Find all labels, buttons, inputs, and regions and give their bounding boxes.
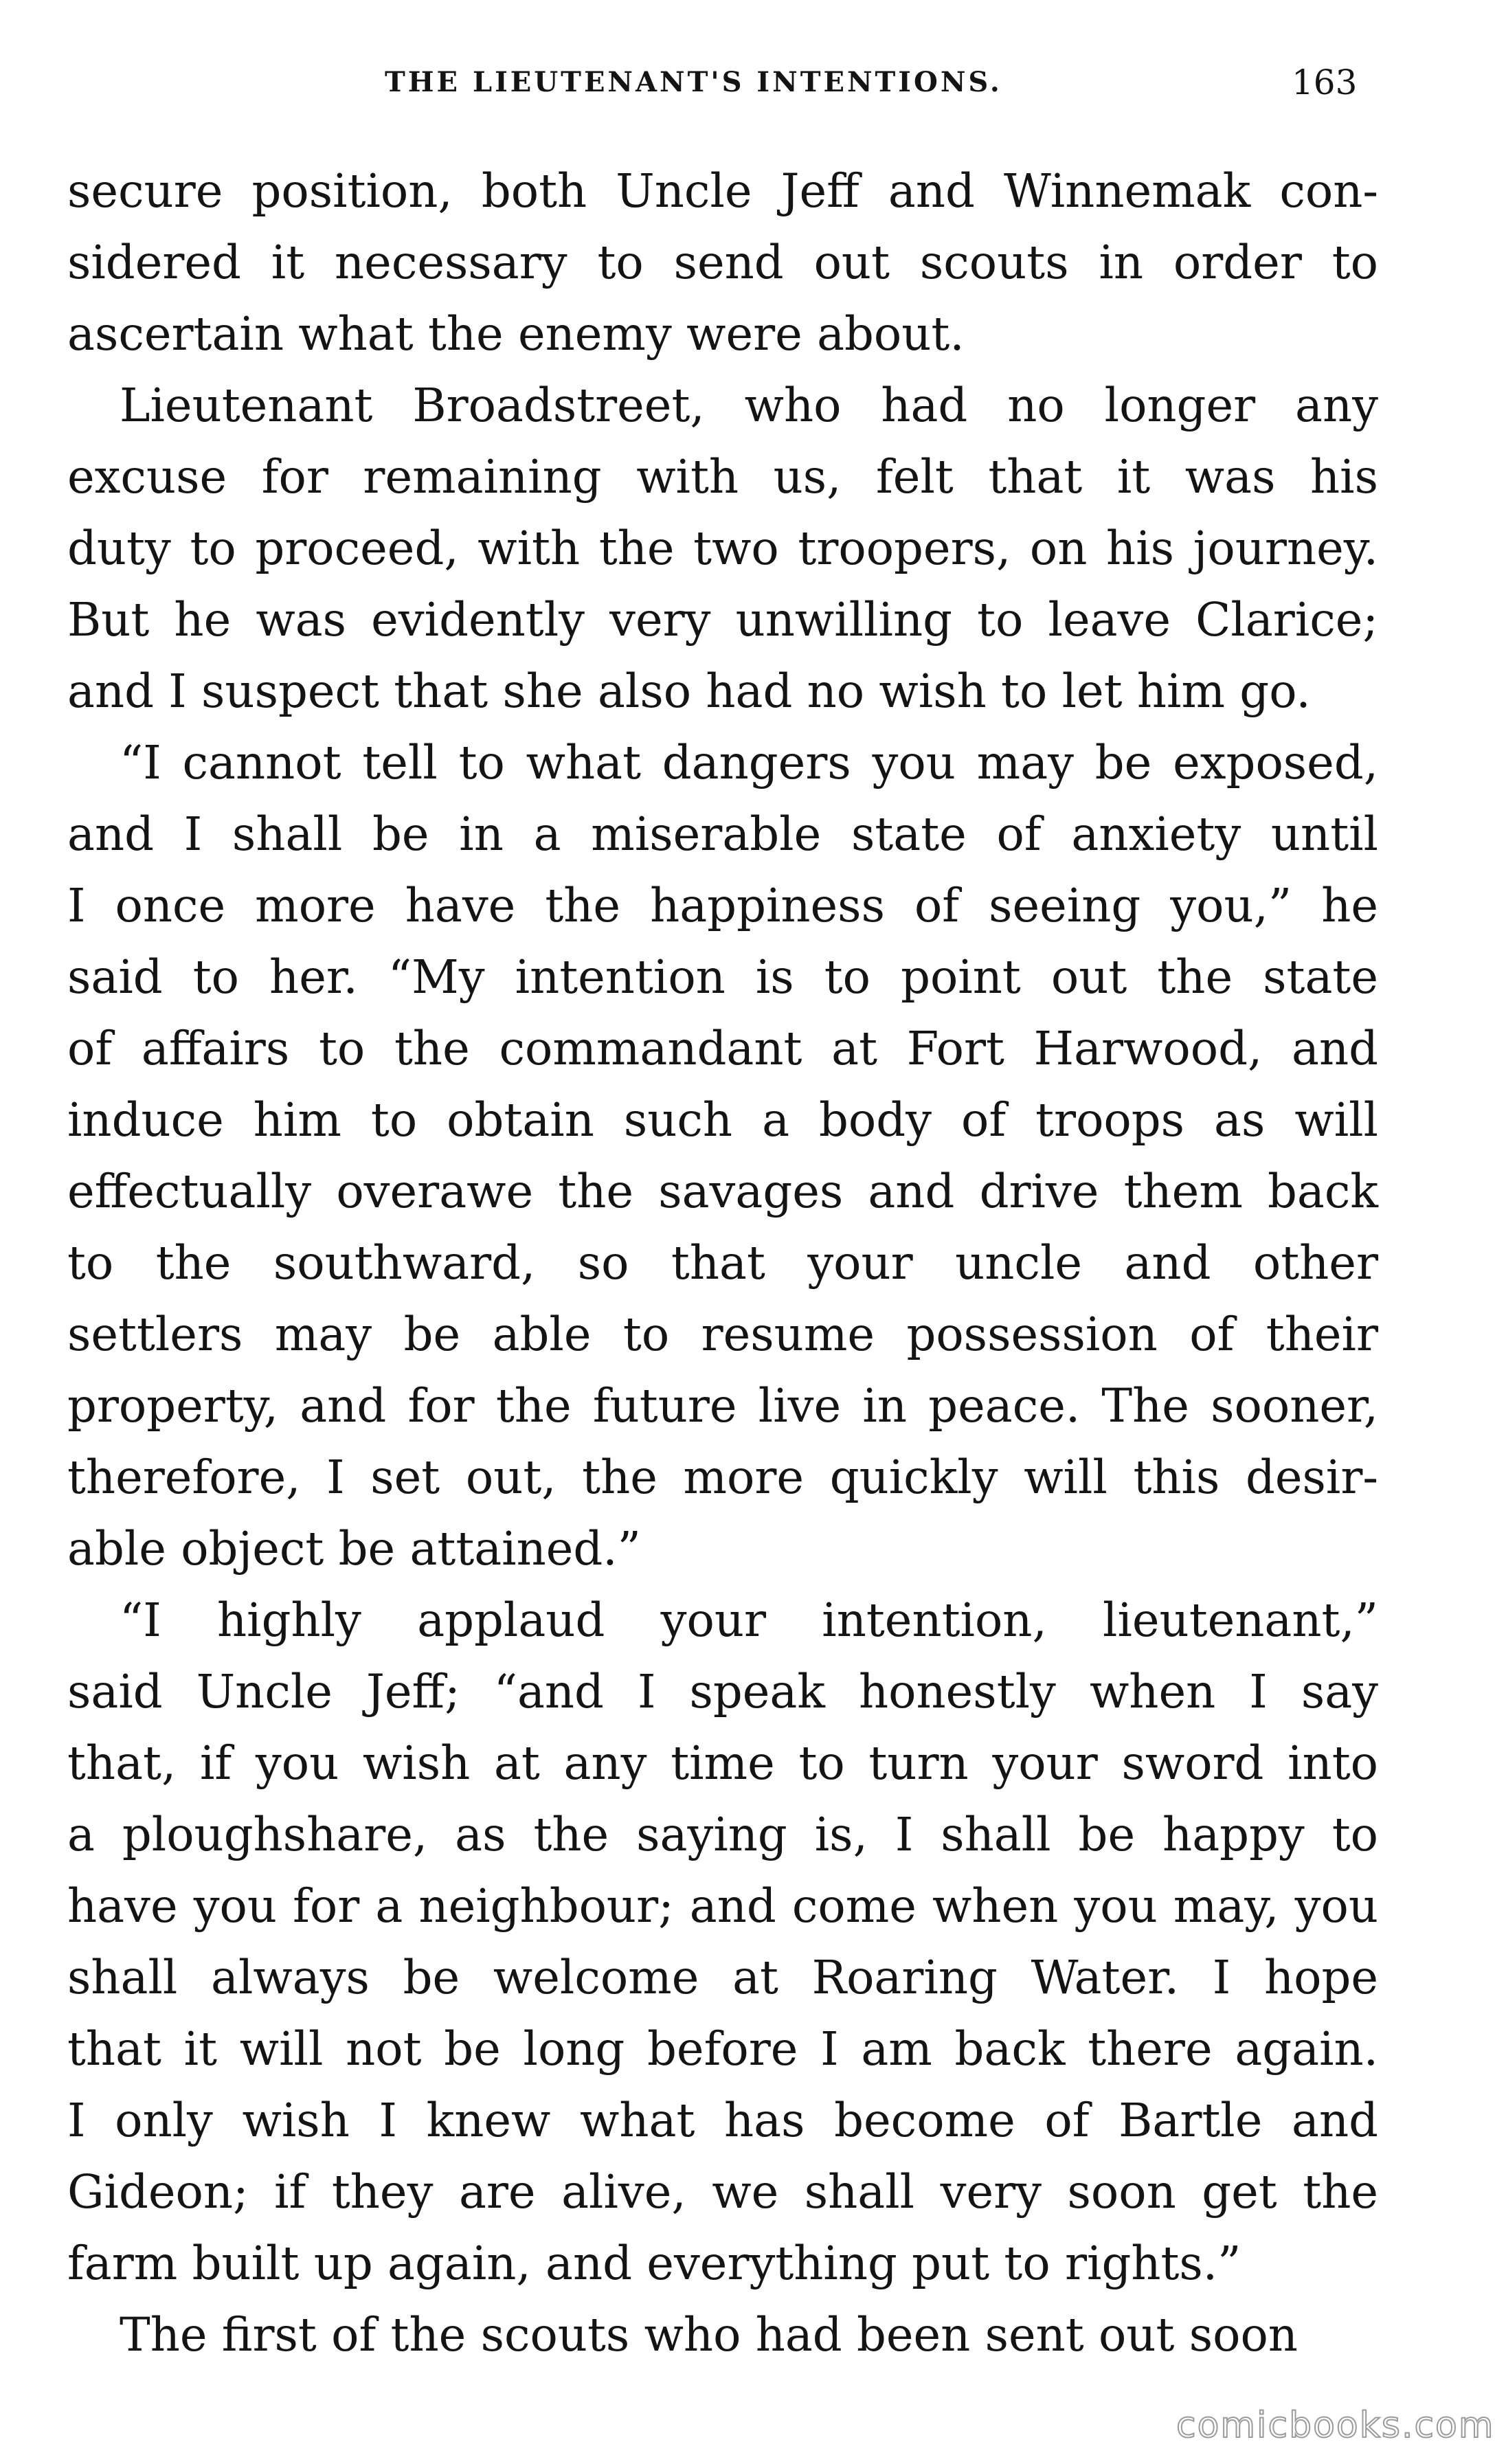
text-line: that, if you wish at any time to turn your sword into (67, 1736, 1378, 1790)
text-line: duty to proceed, with the two troopers, on his journey. (67, 522, 1378, 575)
text-line: of affairs to the commandant at Fort Harwood, and (67, 1022, 1378, 1075)
body-text (67, 155, 1378, 2371)
page-number: 163 (1292, 63, 1358, 102)
text-line: But he was evidently very unwilling to leave Clarice; (67, 593, 1378, 647)
running-title: THE LIEUTENANT'S INTENTIONS. (385, 66, 1002, 98)
text-line: effectually overawe the savages and drive them back (67, 1165, 1378, 1218)
text-line: I once more have the happiness of seeing you,” he (67, 879, 1378, 932)
text-line: to the southward, so that your uncle and other (67, 1236, 1378, 1290)
text-line: ascertain what the enemy were about. (67, 307, 965, 361)
text-line: farm built up again, and everything put to rights.” (67, 2237, 1241, 2290)
text-line: a ploughshare, as the saying is, I shall be happy to (67, 1808, 1378, 1861)
text-line: I only wish I knew what has become of Bartle and (67, 2094, 1378, 2147)
text-line: “I cannot tell to what dangers you may be exposed, (120, 736, 1378, 789)
text-line: “I highly applaud your intention, lieutenant,” (120, 1593, 1378, 1647)
text-line: and I suspect that she also had no wish to let him go. (67, 664, 1311, 718)
text-line: shall always be welcome at Roaring Water. I hope (67, 1951, 1378, 2004)
text-line: Gideon; if they are alive, we shall very soon get the (67, 2165, 1378, 2219)
text-line: induce him to obtain such a body of troops as will (67, 1093, 1378, 1147)
paragraph (67, 2299, 1378, 2371)
paragraph (67, 155, 1378, 370)
text-line: therefore, I set out, the more quickly will this desir- (67, 1451, 1378, 1504)
watermark: comicbooks.com (1176, 2405, 1495, 2446)
text-line: The first of the scouts who had been sent out soon (120, 2308, 1298, 2362)
text-line: sidered it necessary to send out scouts in order to (67, 236, 1378, 289)
paragraph (67, 370, 1378, 727)
text-line: able object be attained.” (67, 1522, 641, 1576)
paragraph (67, 727, 1378, 1584)
text-line: settlers may be able to resume possession of their (67, 1308, 1378, 1361)
text-line: property, and for the future live in peace. The sooner, (67, 1379, 1378, 1433)
paragraph (67, 1584, 1378, 2299)
text-line: Lieutenant Broadstreet, who had no longer any (120, 379, 1378, 432)
running-head (0, 62, 1451, 117)
text-line: said to her. “My intention is to point out the state (67, 950, 1378, 1004)
text-line: secure position, both Uncle Jeff and Winnemak con- (67, 164, 1378, 218)
text-line: have you for a neighbour; and come when you may, you (67, 1879, 1378, 1933)
text-line: said Uncle Jeff; “and I speak honestly when I say (67, 1665, 1378, 1718)
text-line: excuse for remaining with us, felt that it was his (67, 450, 1378, 504)
text-line: that it will not be long before I am back there again. (67, 2022, 1378, 2076)
text-line: and I shall be in a miserable state of anxiety until (67, 807, 1378, 861)
